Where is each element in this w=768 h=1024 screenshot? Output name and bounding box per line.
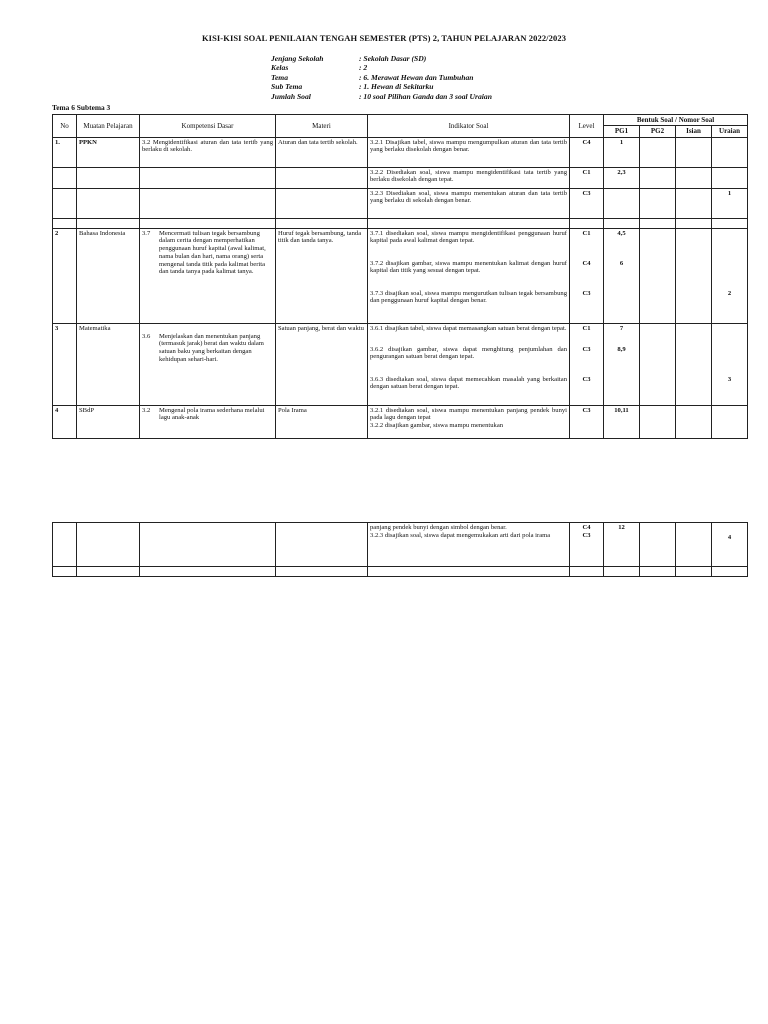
table-row xyxy=(53,137,748,167)
table-row xyxy=(53,218,748,228)
cell-pg2 xyxy=(640,567,676,577)
cell-no xyxy=(53,167,77,188)
cell-materi xyxy=(276,567,368,577)
meta-key: Jumlah Soal xyxy=(271,91,311,101)
cell-no xyxy=(53,523,77,567)
kisi-kisi-table xyxy=(52,114,748,439)
cell-materi: Satuan panjang, berat dan waktu xyxy=(276,323,368,405)
level-item: C4 xyxy=(582,259,591,267)
meta-key: Kelas xyxy=(271,63,289,73)
uraian-item: 4 xyxy=(727,534,732,541)
indikator-item: 3.7.1 disediakan soal, siswa mampu mengidentifikasi penggunaan huruf kapital pada awal kalimat dengan tepat. xyxy=(370,229,567,245)
meta-key: Jenjang Sekolah xyxy=(271,54,324,63)
cell-pg1 xyxy=(604,228,640,323)
cell-indikator: 3.2.3 Disediakan soal, siswa mampu menentukan aturan dan tata tertib yang berlaku di sekolah dengan benar. xyxy=(368,188,570,218)
cell-isian xyxy=(676,167,712,188)
level-item: C3 xyxy=(582,375,591,383)
cell-materi xyxy=(276,218,368,228)
cell-isian xyxy=(676,218,712,228)
cell-pg1 xyxy=(604,218,640,228)
indikator-item: 3.2.2 disajikan gambar, siswa mampu menentukan xyxy=(370,422,504,430)
pg1-item: 8,9 xyxy=(617,345,626,353)
cell-pg1 xyxy=(604,188,640,218)
indikator-item: panjang pendek bunyi dengan simbol dengan benar. xyxy=(370,524,507,531)
header-pg2: PG2 xyxy=(640,126,676,137)
cell-isian xyxy=(676,523,712,567)
header-no: No xyxy=(53,115,77,138)
cell-indikator xyxy=(368,218,570,228)
cell-level xyxy=(570,323,604,405)
cell-muatan: Bahasa Indonesia xyxy=(77,228,140,323)
kd-number: 3.2 xyxy=(142,138,151,146)
cell-kd xyxy=(140,228,276,323)
cell-isian xyxy=(676,405,712,438)
indikator-item: 3.6.1 disajikan tabel, siswa dapat memasangkan satuan berat dengan tepat. xyxy=(370,324,567,332)
cell-uraian xyxy=(712,228,748,323)
kd-number: 3.7 xyxy=(142,229,151,237)
cell-level xyxy=(570,228,604,323)
cell-no: 3 xyxy=(53,323,77,405)
level-item: C3 xyxy=(582,289,591,297)
kd-text: Mengenal pola irama sederhana melalui lagu anak-anak xyxy=(159,406,265,422)
meta-value: : 2 xyxy=(359,63,368,73)
cell-pg1 xyxy=(604,323,640,405)
meta-key: Tema xyxy=(271,72,289,82)
header-materi: Materi xyxy=(276,115,368,138)
cell-uraian xyxy=(712,167,748,188)
meta-value: : Sekolah Dasar (SD) xyxy=(359,54,427,63)
cell-pg1: 1 xyxy=(604,137,640,167)
table-row xyxy=(53,523,748,567)
cell-level xyxy=(570,523,604,567)
meta-row xyxy=(271,82,492,91)
cell-indikator xyxy=(368,228,570,323)
header-pg1: PG1 xyxy=(604,126,640,137)
header-isian: Isian xyxy=(676,126,712,137)
kd-text: Menjelaskan dan menentukan panjang (termasuk jarak) berat dan waktu dalam satuan baku yang berkaitan dengan kehidupan sehari-hari. xyxy=(159,332,264,363)
cell-isian xyxy=(676,228,712,323)
cell-uraian xyxy=(712,218,748,228)
cell-muatan xyxy=(77,167,140,188)
level-item: C1 xyxy=(582,324,591,332)
indikator-item: 3.7.3 disajikan soal, siswa mampu mengurutkan tulisan tegak bersambung dan penggunaan huruf kapital dengan benar. xyxy=(370,289,567,305)
cell-uraian xyxy=(712,323,748,405)
cell-muatan: Matematika xyxy=(77,323,140,405)
header-muatan: Muatan Pelajaran xyxy=(77,115,140,138)
indikator-item: 3.6.2 disajikan gambar, siswa dapat menghitung penjumlahan dan pengurangan satuan berat dengan tepat. xyxy=(370,345,567,361)
level-item: C4 xyxy=(582,524,591,531)
header-level: Level xyxy=(570,115,604,138)
cell-no xyxy=(53,218,77,228)
cell-pg2 xyxy=(640,188,676,218)
cell-isian xyxy=(676,137,712,167)
indikator-item: 3.2.3 disajikan soal, siswa dapat mengemukakan arti dari pola irama xyxy=(370,531,551,539)
meta-row xyxy=(271,54,492,63)
cell-pg1: 2,3 xyxy=(604,167,640,188)
cell-muatan xyxy=(77,567,140,577)
cell-no xyxy=(53,567,77,577)
cell-indikator xyxy=(368,323,570,405)
cell-level: C3 xyxy=(570,188,604,218)
cell-indikator: 3.2.2 Disediakan soal, siswa mampu mengidentifikasi tata tertib yang berlaku disekolah dengan tepat. xyxy=(368,167,570,188)
cell-level: C3 xyxy=(570,405,604,438)
cell-kd xyxy=(140,567,276,577)
table-row xyxy=(53,167,748,188)
cell-muatan: SBdP xyxy=(77,405,140,438)
cell-kd xyxy=(140,188,276,218)
indikator-item: 3.7.2 disajikan gambar, siswa mampu menentukan kalimat dengan huruf kapital dan titik yang sesuai dengan tepat. xyxy=(370,259,567,275)
cell-indikator xyxy=(368,523,570,567)
cell-kd xyxy=(140,405,276,438)
cell-uraian xyxy=(712,137,748,167)
cell-pg2 xyxy=(640,405,676,438)
cell-no xyxy=(53,188,77,218)
cell-isian xyxy=(676,323,712,405)
meta-row xyxy=(271,63,492,72)
cell-muatan xyxy=(77,523,140,567)
meta-value: : 6. Merawat Hewan dan Tumbuhan xyxy=(359,72,474,82)
kd-number: 3.2 xyxy=(142,406,151,414)
meta-value: : 1. Hewan di Sekitarku xyxy=(359,82,434,92)
cell-materi xyxy=(276,188,368,218)
cell-uraian xyxy=(712,523,748,567)
header-indikator: Indikator Soal xyxy=(368,115,570,138)
pg1-item: 6 xyxy=(619,259,624,267)
header-kompetensi-dasar: Kompetensi Dasar xyxy=(140,115,276,138)
subtema-label: Tema 6 Subtema 3 xyxy=(52,103,111,112)
cell-kd xyxy=(140,323,276,405)
cell-muatan xyxy=(77,188,140,218)
cell-pg2 xyxy=(640,167,676,188)
meta-key: Sub Tema xyxy=(271,82,303,92)
cell-materi xyxy=(276,523,368,567)
cell-pg2 xyxy=(640,523,676,567)
cell-isian xyxy=(676,567,712,577)
meta-value: : 10 soal Pilihan Ganda dan 3 soal Uraian xyxy=(359,91,492,101)
table-row xyxy=(53,567,748,577)
cell-pg2 xyxy=(640,228,676,323)
kd-text: Mencermati tulisan tegak bersambung dalam cerita dengan memperhatikan penggunaan huruf kapital (awal kalimat, nama bulan dan hari, nama orang) serta mengenal tanda titik pada kalimat berita dan tanda tanya pada kalimat tanya. xyxy=(159,229,266,276)
meta-row xyxy=(271,73,492,82)
header-bentuk-soal: Bentuk Soal / Nomor Soal xyxy=(604,115,748,126)
cell-kd xyxy=(140,523,276,567)
document-title: KISI-KISI SOAL PENILAIAN TENGAH SEMESTER (PTS) 2, TAHUN PELAJARAN 2022/2023 xyxy=(201,33,567,43)
cell-uraian xyxy=(712,567,748,577)
cell-kd xyxy=(140,167,276,188)
indikator-item: 3.6.3 disediakan soal, siswa dapat memecahkan masalah yang berkaitan dengan satuan berat dengan tepat. xyxy=(370,375,567,391)
kd-number: 3.6 xyxy=(142,332,151,340)
kd-text: Mengidentifikasi aturan dan tata tertib yang berlaku di sekolah. xyxy=(142,138,273,154)
table-row xyxy=(53,228,748,323)
cell-no: 1. xyxy=(53,137,77,167)
cell-materi: Aturan dan tata tertib sekolah. xyxy=(276,137,368,167)
cell-muatan xyxy=(77,218,140,228)
cell-pg1: 12 xyxy=(604,523,640,567)
cell-no: 4 xyxy=(53,405,77,438)
meta-row xyxy=(271,92,492,101)
cell-muatan: PPKN xyxy=(77,137,140,167)
uraian-item: 2 xyxy=(727,289,732,297)
cell-kd xyxy=(140,137,276,167)
meta-block xyxy=(271,54,492,101)
cell-no: 2 xyxy=(53,228,77,323)
header-uraian: Uraian xyxy=(712,126,748,137)
cell-uraian: 1 xyxy=(712,188,748,218)
cell-materi: Pola Irama xyxy=(276,405,368,438)
cell-indikator: 3.2.1 Disajikan tabel, siswa mampu mengumpulkan aturan dan tata tertib yang berlaku disekolah dengan benar. xyxy=(368,137,570,167)
level-item: C3 xyxy=(582,531,591,539)
table-row xyxy=(53,323,748,405)
pg1-item: 4,5 xyxy=(617,229,626,237)
table-row xyxy=(53,405,748,438)
cell-level xyxy=(570,218,604,228)
indikator-item: 3.2.1 disediakan soal, siswa mampu menentukan panjang pendek bunyi pada lagu dengan tepat xyxy=(370,406,567,422)
cell-kd xyxy=(140,218,276,228)
level-item: C1 xyxy=(582,229,591,237)
cell-level xyxy=(570,567,604,577)
table-row xyxy=(53,188,748,218)
kisi-kisi-table-continued xyxy=(52,522,748,577)
cell-pg1 xyxy=(604,567,640,577)
level-item: C3 xyxy=(582,345,591,353)
cell-uraian xyxy=(712,405,748,438)
uraian-item: 3 xyxy=(727,375,732,383)
cell-pg2 xyxy=(640,323,676,405)
cell-level: C4 xyxy=(570,137,604,167)
cell-pg2 xyxy=(640,218,676,228)
cell-pg2 xyxy=(640,137,676,167)
cell-isian xyxy=(676,188,712,218)
cell-materi xyxy=(276,167,368,188)
pg1-item: 7 xyxy=(619,324,624,332)
cell-level: C1 xyxy=(570,167,604,188)
cell-materi: Huruf tegak bersambung, tanda titik dan tanda tanya. xyxy=(276,228,368,323)
cell-indikator xyxy=(368,567,570,577)
cell-pg1: 10,11 xyxy=(604,405,640,438)
cell-indikator xyxy=(368,405,570,438)
